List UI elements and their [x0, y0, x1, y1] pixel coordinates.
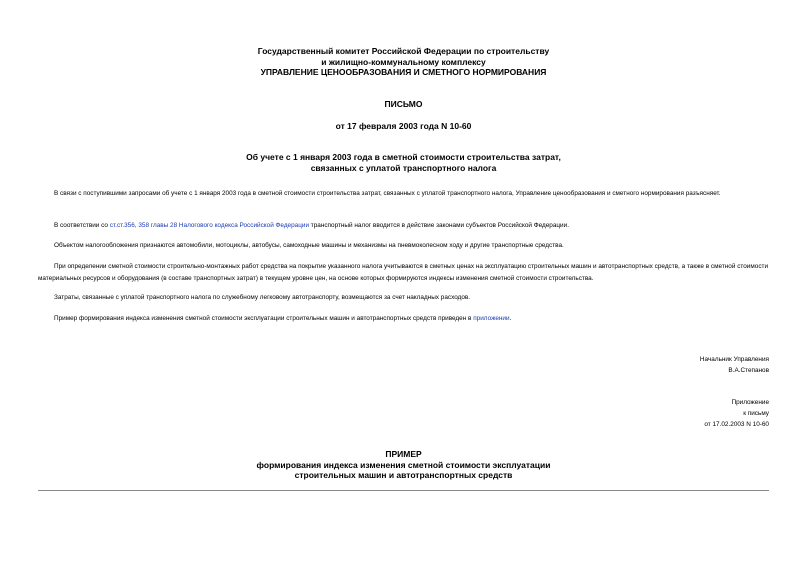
issuer-line-2: и жилищно-коммунальному комплексу: [321, 56, 486, 67]
annex-line-3: от 17.02.2003 N 10-60: [704, 421, 769, 428]
paragraph-1: В связи с поступившими запросами об учете с 1 января 2003 года в сметной стоимости строительства затрат, связанных с уплатой транспортного налога, Управление ценообразования и сметного нормирования разъясняет.: [54, 190, 721, 197]
annex-reference: [704, 397, 769, 430]
tax-code-link[interactable]: ст.ст.356, 358 главы 28 Налогового кодекса Российской Федерации: [109, 222, 310, 229]
annex-line-1: Приложение: [731, 399, 769, 406]
paragraph-6-text-end: .: [509, 315, 512, 322]
doc-subject: [38, 152, 769, 173]
issuer-line-3: УПРАВЛЕНИЕ ЦЕНООБРАЗОВАНИЯ И СМЕТНОГО НОРМИРОВАНИЯ: [260, 67, 547, 77]
issuer-line-1: Государственный комитет Российской Федерации по строительству: [257, 46, 550, 56]
paragraph-6: [38, 313, 769, 325]
subject-line-1: Об учете с 1 января 2003 года в сметной стоимости строительства затрат,: [246, 152, 561, 162]
signature-block: [700, 354, 769, 376]
annex-link[interactable]: приложении: [473, 315, 510, 322]
subject-line-2: связанных с уплатой транспортного налога: [310, 162, 497, 173]
document-page: [38, 0, 769, 571]
horizontal-divider: [38, 490, 769, 491]
example-heading: [38, 449, 769, 481]
paragraph-4: При определении сметной стоимости строительно-монтажных работ средства на покрытие указанного налога учитываются в сметных ценах на эксплуатацию строительных машин и автотранспортных средств, а также в сметной стоимости материальных ресурсов и оборудования (в составе транспортных затрат) в текущем уровне цен, на основе которых формируются индексы изменения сметной стоимости строительства.: [38, 263, 769, 282]
paragraph-2-text-end: транспортный налог вводится в действие законами субъектов Российской Федерации.: [309, 222, 569, 229]
signer-position: Начальник Управления: [699, 356, 769, 363]
signer-name: В.А.Степанов: [728, 367, 769, 374]
paragraph-2-text-start: В соответствии со: [54, 222, 110, 229]
paragraph-5: Затраты, связанные с уплатой транспортного налога по служебному легковому автотранспорту, возмещаются за счет накладных расходов.: [54, 294, 471, 301]
paragraph-2: [38, 220, 769, 232]
paragraph-3: Объектом налогообложения признаются автомобили, мотоциклы, автобусы, самоходные машины и механизмы на пневмоколесном ходу и другие транспортные средства.: [54, 242, 564, 249]
doc-type: ПИСЬМО: [384, 99, 423, 109]
example-title: ПРИМЕР: [385, 449, 422, 459]
annex-line-2: к письму: [743, 410, 769, 417]
example-line-1: формирования индекса изменения сметной стоимости эксплуатации: [256, 459, 551, 470]
doc-date: от 17 февраля 2003 года N 10-60: [335, 121, 472, 131]
paragraph-6-text-start: Пример формирования индекса изменения сметной стоимости эксплуатации строительных машин и автотранспортных средств приведен в: [54, 315, 474, 322]
issuer-header: [38, 46, 769, 78]
example-line-2: строительных машин и автотранспортных средств: [294, 470, 513, 480]
